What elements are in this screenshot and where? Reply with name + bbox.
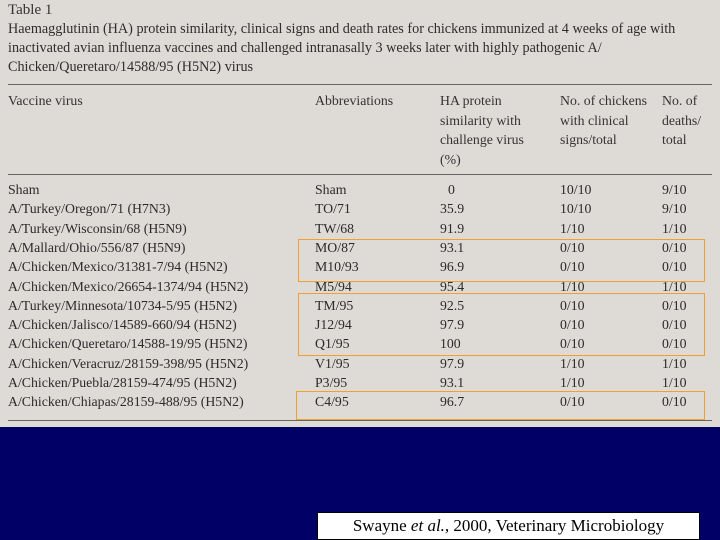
cell-abbreviation: V1/95 — [315, 355, 350, 371]
table-label: Table 1 — [8, 2, 53, 18]
cell-ha-similarity: 91.9 — [440, 220, 465, 236]
cell-vaccine-virus: A/Chicken/Mexico/31381-7/94 (H5N2) — [8, 259, 228, 275]
cell-deaths: 0/10 — [662, 297, 687, 313]
cell-abbreviation: M5/94 — [315, 278, 352, 294]
cell-ha-similarity: 93.1 — [440, 375, 465, 390]
cell-clinical-signs: 0/10 — [560, 297, 585, 313]
cell-deaths: 0/10 — [662, 336, 687, 352]
citation-et-al: et al. — [410, 516, 445, 535]
citation-source: , 2000, Veterinary Microbiology — [444, 516, 665, 535]
cell-ha-similarity: 97.9 — [440, 355, 465, 371]
cell-abbreviation: C4/95 — [315, 394, 349, 410]
cell-ha-similarity: 92.5 — [440, 297, 465, 313]
cell-deaths: 1/10 — [662, 220, 687, 236]
cell-deaths: 1/10 — [662, 278, 687, 294]
highlight-box-2 — [298, 293, 705, 356]
header-abbreviations: Abbreviations — [315, 93, 394, 108]
cell-ha-similarity: 96.9 — [440, 259, 465, 275]
header-clinical-signs: No. of chickens with clinical signs/total — [560, 93, 647, 147]
cell-vaccine-virus: A/Turkey/Minnesota/10734-5/95 (H5N2) — [8, 297, 238, 313]
cell-vaccine-virus: A/Chicken/Chiapas/28159-488/95 (H5N2) — [8, 394, 244, 410]
cell-clinical-signs: 1/10 — [560, 220, 585, 236]
cell-vaccine-virus: A/Chicken/Puebla/28159-474/95 (H5N2) — [8, 375, 237, 390]
cell-abbreviation: TO/71 — [315, 201, 351, 217]
cell-clinical-signs: 0/10 — [560, 336, 585, 352]
cell-clinical-signs: 0/10 — [560, 317, 585, 333]
cell-deaths: 9/10 — [662, 201, 687, 217]
cell-deaths: 0/10 — [662, 259, 687, 275]
cell-clinical-signs: 1/10 — [560, 355, 585, 371]
cell-deaths: 0/10 — [662, 317, 687, 333]
cell-clinical-signs: 10/10 — [560, 182, 592, 197]
cell-abbreviation: TM/95 — [315, 297, 354, 313]
cell-ha-similarity: 100 — [440, 336, 461, 352]
cell-vaccine-virus: Sham — [8, 182, 40, 197]
cell-deaths: 1/10 — [662, 355, 687, 371]
header-ha-similarity: HA protein similarity with challenge virus (%) — [440, 93, 524, 167]
highlight-box-1 — [298, 239, 705, 282]
cell-abbreviation: MO/87 — [315, 239, 355, 255]
cell-abbreviation: TW/68 — [315, 220, 355, 236]
cell-abbreviation: Sham — [315, 182, 347, 197]
cell-abbreviation: M10/93 — [315, 259, 359, 275]
header-vaccine-virus: Vaccine virus — [8, 93, 83, 108]
cell-ha-similarity: 0 — [448, 182, 455, 197]
table-caption: Haemagglutinin (HA) protein similarity, clinical signs and death rates for chickens immunized at 4 weeks of age with inactivated avian influenza vaccines and challenged intranasally 3 weeks later with highly pathogenic A/ Chicken/Queretaro/14588/95 (H5N2) virus — [8, 21, 676, 75]
citation-box — [317, 512, 700, 540]
cell-clinical-signs: 1/10 — [560, 278, 585, 294]
cell-ha-similarity: 35.9 — [440, 201, 465, 217]
header-bottom-rule — [8, 174, 712, 175]
cell-clinical-signs: 0/10 — [560, 259, 585, 275]
cell-vaccine-virus: A/Chicken/Queretaro/14588-19/95 (H5N2) — [8, 336, 248, 352]
cell-deaths: 1/10 — [662, 375, 687, 390]
cell-vaccine-virus: A/Mallard/Ohio/556/87 (H5N9) — [8, 239, 186, 255]
cell-deaths: 0/10 — [662, 394, 687, 410]
cell-deaths: 0/10 — [662, 239, 687, 255]
cell-clinical-signs: 0/10 — [560, 239, 585, 255]
table-bottom-rule — [8, 420, 712, 421]
cell-ha-similarity: 97.9 — [440, 317, 465, 333]
cell-clinical-signs: 0/10 — [560, 394, 585, 410]
cell-vaccine-virus: A/Chicken/Mexico/26654-1374/94 (H5N2) — [8, 278, 249, 294]
cell-vaccine-virus: A/Turkey/Oregon/71 (H7N3) — [8, 201, 171, 217]
cell-ha-similarity: 93.1 — [440, 239, 465, 255]
cell-abbreviation: Q1/95 — [315, 336, 350, 352]
cell-abbreviation: J12/94 — [315, 317, 352, 333]
citation-author: Swayne — [352, 516, 411, 535]
highlight-box-3 — [296, 391, 705, 420]
cell-vaccine-virus: A/Chicken/Veracruz/28159-398/95 (H5N2) — [8, 355, 249, 371]
cell-abbreviation: P3/95 — [315, 375, 348, 390]
cell-deaths: 9/10 — [662, 182, 687, 197]
cell-clinical-signs: 10/10 — [560, 201, 592, 217]
cell-vaccine-virus: A/Turkey/Wisconsin/68 (H5N9) — [8, 220, 187, 236]
header-deaths: No. of deaths/ total — [662, 93, 702, 147]
cell-vaccine-virus: A/Chicken/Jalisco/14589-660/94 (H5N2) — [8, 317, 237, 333]
header-top-rule — [8, 84, 712, 85]
cell-ha-similarity: 95.4 — [440, 278, 465, 294]
cell-ha-similarity: 96.7 — [440, 394, 465, 410]
cell-clinical-signs: 1/10 — [560, 375, 585, 390]
